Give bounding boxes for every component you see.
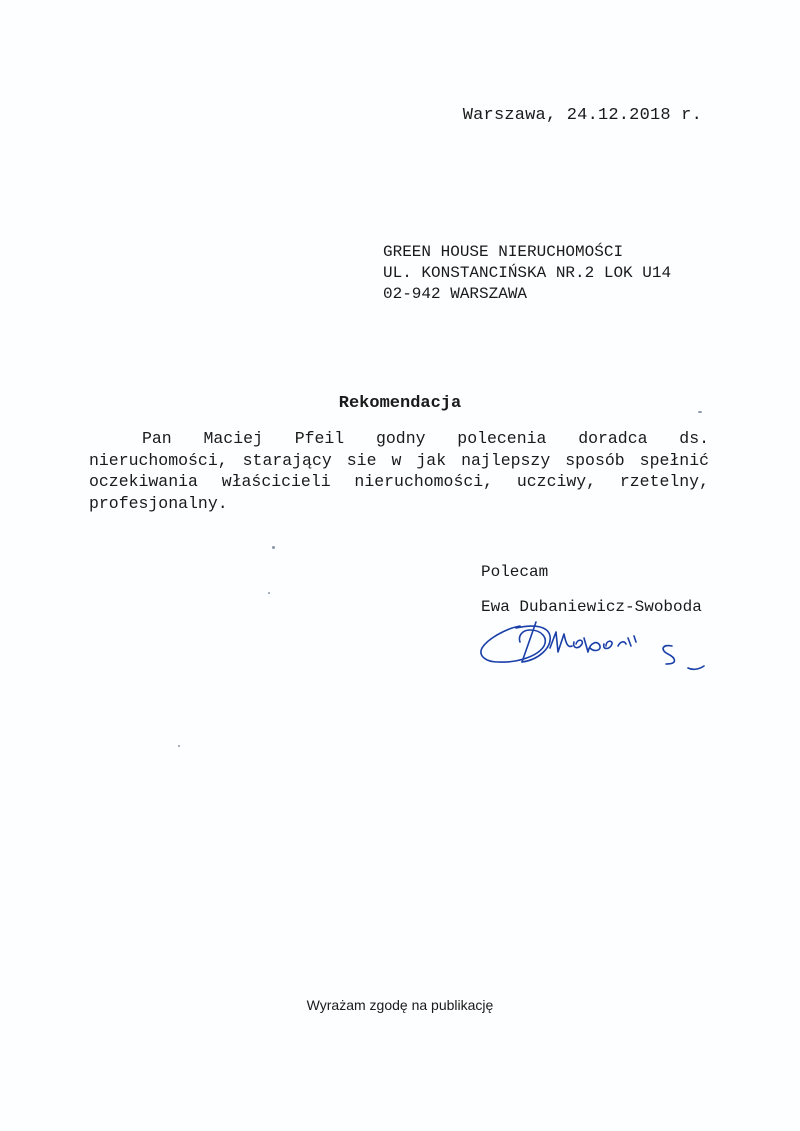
- paper-speck: [698, 411, 702, 413]
- recipient-line-1: GREEN HOUSE NIERUCHOMOŚCI: [383, 243, 624, 261]
- recipient-address: [383, 242, 671, 305]
- paper-speck: [268, 592, 270, 594]
- publication-consent: Wyrażam zgodę na publikację: [306, 997, 494, 1013]
- recipient-line-3: 02-942 WARSZAWA: [383, 285, 528, 303]
- letter-closing: Polecam: [481, 563, 549, 581]
- letter-title: Rekomendacja: [338, 394, 462, 413]
- handwritten-signature: [478, 618, 718, 680]
- signer-name: Ewa Dubaniewicz-Swoboda: [481, 598, 702, 616]
- letter-date: Warszawa, 24.12.2018 r.: [462, 106, 702, 125]
- paper-speck: [178, 745, 180, 747]
- paper-speck: [272, 546, 275, 549]
- recipient-line-2: UL. KONSTANCIŃSKA NR.2 LOK U14: [383, 264, 672, 282]
- letter-body: Pan Maciej Pfeil godny polecenia doradca ds. nieruchomości, starający sie w jak najlepszy sposób spełnić oczekiwania właścicieli nieruchomości, uczciwy, rzetelny, profesjonalny.: [89, 429, 709, 513]
